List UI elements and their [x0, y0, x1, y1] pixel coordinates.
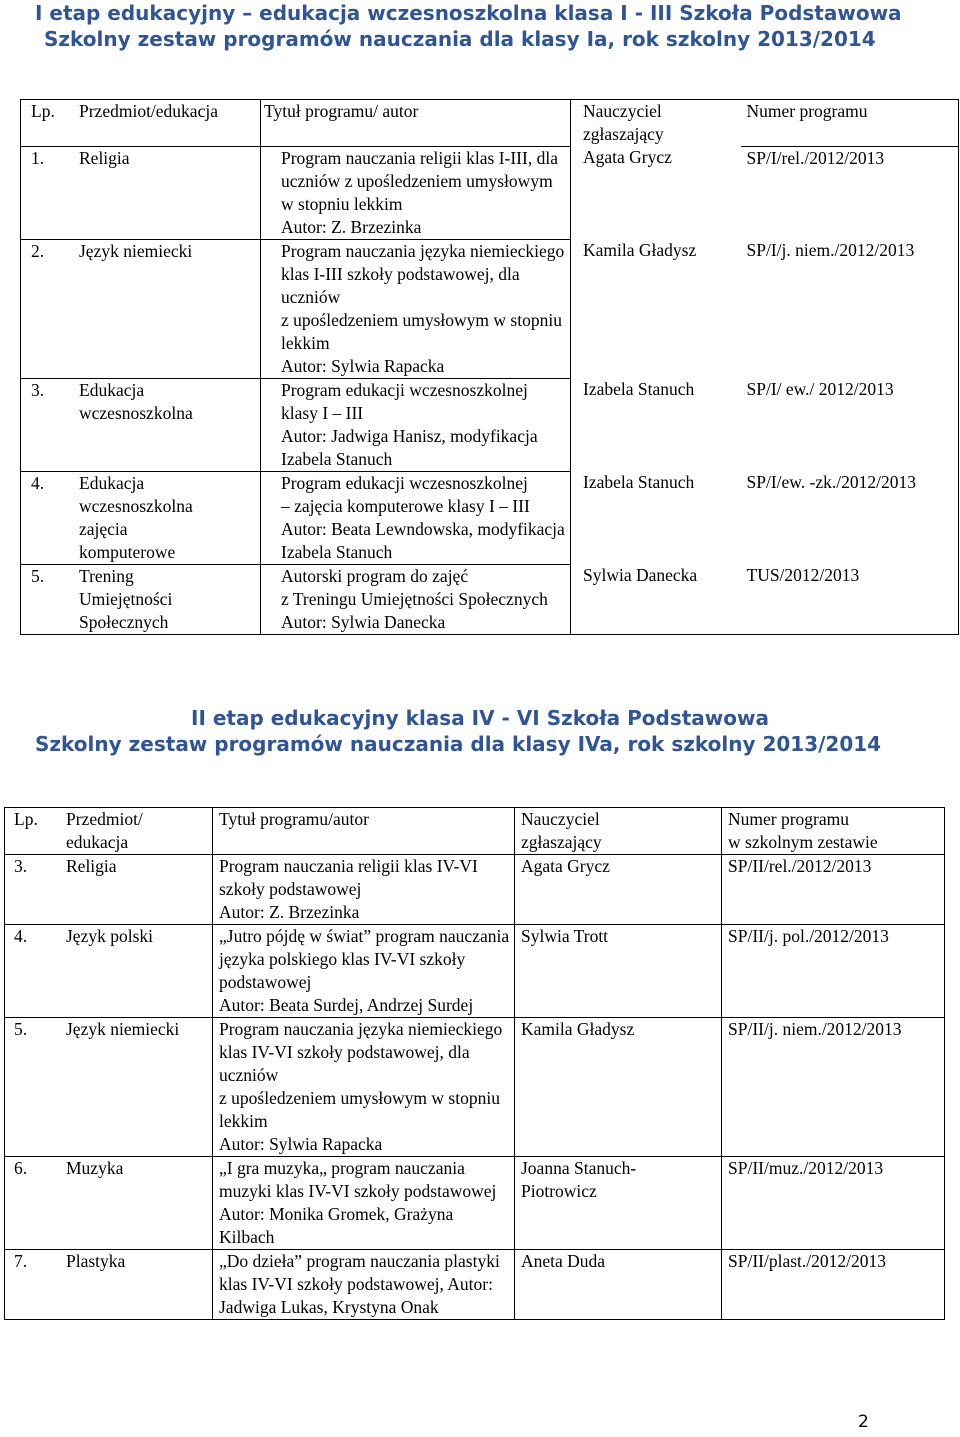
header-teacher: Nauczyciel zgłaszający — [571, 100, 741, 147]
cell-lp: 3. — [31, 379, 45, 400]
cell-teacher: Kamila Gładysz — [515, 1018, 722, 1157]
cell-subject: Język niemiecki — [79, 240, 193, 261]
cell-subject: Edukacja wczesnoszkolna — [79, 379, 193, 423]
cell-lp: 4. — [31, 472, 45, 493]
header-program: Tytuł programu/ autor — [261, 100, 571, 147]
cell-lp-subject — [5, 1157, 213, 1250]
section1-subtitle: Szkolny zestaw programów nauczania dla klasy Ia, rok szkolny 2013/2014 — [44, 27, 876, 51]
cell-program: Program edukacji wczesnoszkolnej – zajęcia komputerowe klasy I – III Autor: Beata Lewndowska, modyfikacja Izabela Stanuch — [261, 471, 571, 564]
cell-lp: 4. — [14, 926, 28, 946]
header-lp-subject — [5, 808, 213, 855]
table-row — [5, 855, 945, 925]
table-row — [21, 239, 959, 378]
cell-number: SP/II/rel./2012/2013 — [722, 855, 945, 925]
table-row — [21, 564, 959, 634]
table-row — [21, 471, 959, 564]
cell-teacher: Kamila Gładysz — [583, 240, 697, 260]
header-number: Numer programu w szkolnym zestawie — [722, 808, 945, 855]
table-row — [21, 378, 959, 471]
section1-title: I etap edukacyjny – edukacja wczesnoszkolna klasa I - III Szkoła Podstawowa — [35, 1, 902, 25]
cell-teacher: Izabela Stanuch — [583, 472, 695, 492]
cell-lp-subject — [5, 1250, 213, 1320]
table-row — [21, 146, 959, 239]
cell-lp-subject — [21, 239, 261, 378]
table-row — [5, 1157, 945, 1250]
cell-teacher: Agata Grycz — [515, 855, 722, 925]
cell-number: SP/I/rel./2012/2013 — [741, 146, 959, 239]
cell-number: SP/I/ew. -zk./2012/2013 — [741, 471, 959, 564]
header-lp-subject — [21, 100, 261, 147]
cell-program: „Do dzieła” program nauczania plastyki klas IV-VI szkoły podstawowej, Autor: Jadwiga Lukas, Krystyna Onak — [213, 1250, 515, 1320]
section2-subtitle: Szkolny zestaw programów nauczania dla klasy IVa, rok szkolny 2013/2014 — [35, 732, 882, 756]
cell-program: Autorski program do zajęć z Treningu Umiejętności Społecznych Autor: Sylwia Danecka — [261, 564, 571, 634]
cell-lp: 7. — [14, 1251, 28, 1271]
header-teacher: Nauczyciel zgłaszający — [515, 808, 722, 855]
cell-lp: 3. — [14, 856, 28, 876]
table-class-4a — [4, 807, 945, 1320]
table-row — [5, 1250, 945, 1320]
cell-subject: Język niemiecki — [66, 1019, 180, 1039]
cell-teacher: Aneta Duda — [515, 1250, 722, 1320]
cell-number: TUS/2012/2013 — [741, 564, 959, 634]
cell-subject: Język polski — [66, 926, 154, 946]
cell-number: SP/II/muz./2012/2013 — [722, 1157, 945, 1250]
header-lp: Lp. — [14, 809, 38, 829]
cell-program: „Jutro pójdę w świat” program nauczania języka polskiego klas IV-VI szkoły podstawowej Autor: Beata Surdej, Andrzej Surdej — [213, 925, 515, 1018]
cell-number: SP/II/j. pol./2012/2013 — [722, 925, 945, 1018]
table-row — [5, 925, 945, 1018]
table-header-row — [21, 100, 959, 147]
cell-number: SP/I/j. niem./2012/2013 — [741, 239, 959, 378]
header-subject: Przedmiot/ edukacja — [66, 809, 143, 852]
header-program: Tytuł programu/autor — [213, 808, 515, 855]
cell-teacher: Joanna Stanuch- Piotrowicz — [515, 1157, 722, 1250]
cell-lp: 5. — [14, 1019, 28, 1039]
cell-subject: Edukacja wczesnoszkolna zajęcia komputerowe — [79, 472, 193, 562]
cell-lp-subject — [21, 564, 261, 634]
cell-lp-subject — [5, 925, 213, 1018]
cell-program: Program nauczania języka niemieckiego klas IV-VI szkoły podstawowej, dla uczniów z upośledzeniem umysłowym w stopniu lekkim Autor: Sylwia Rapacka — [213, 1018, 515, 1157]
cell-subject: Religia — [66, 856, 117, 876]
cell-lp: 1. — [31, 147, 45, 168]
cell-program: Program nauczania języka niemieckiego klas I-III szkoły podstawowej, dla uczniów z upośledzeniem umysłowym w stopniu lekkim Autor: Sylwia Rapacka — [261, 239, 571, 378]
table-row — [5, 1018, 945, 1157]
cell-lp-subject — [21, 378, 261, 471]
header-lp: Lp. — [31, 101, 55, 121]
cell-lp: 5. — [31, 565, 45, 586]
cell-lp-subject — [5, 855, 213, 925]
cell-number: SP/II/plast./2012/2013 — [722, 1250, 945, 1320]
cell-teacher: Izabela Stanuch — [583, 379, 695, 399]
section2-title: II etap edukacyjny klasa IV - VI Szkoła Podstawowa — [191, 706, 769, 730]
cell-program: Program nauczania religii klas I-III, dla uczniów z upośledzeniem umysłowym w stopniu lekkim Autor: Z. Brzezinka — [261, 146, 571, 239]
cell-teacher: Sylwia Trott — [515, 925, 722, 1018]
cell-program: „I gra muzyka„ program nauczania muzyki klas IV-VI szkoły podstawowej Autor: Monika Gromek, Grażyna Kilbach — [213, 1157, 515, 1250]
cell-lp: 6. — [14, 1158, 28, 1178]
table-class-1a — [20, 99, 959, 635]
table-header-row — [5, 808, 945, 855]
cell-subject: Plastyka — [66, 1251, 126, 1271]
cell-number: SP/I/ ew./ 2012/2013 — [741, 378, 959, 471]
cell-lp-subject — [21, 146, 261, 239]
cell-subject: Religia — [79, 147, 130, 168]
cell-program: Program nauczania religii klas IV-VI szkoły podstawowej Autor: Z. Brzezinka — [213, 855, 515, 925]
cell-teacher: Sylwia Danecka — [571, 564, 741, 634]
page-number: 2 — [858, 1412, 869, 1432]
cell-lp: 2. — [31, 240, 45, 261]
header-subject: Przedmiot/edukacja — [79, 101, 218, 121]
cell-subject: Muzyka — [66, 1158, 124, 1178]
cell-program: Program edukacji wczesnoszkolnej klasy I – III Autor: Jadwiga Hanisz, modyfikacja Izabela Stanuch — [261, 378, 571, 471]
cell-number: SP/II/j. niem./2012/2013 — [722, 1018, 945, 1157]
header-number: Numer programu — [741, 100, 959, 147]
cell-lp-subject — [21, 471, 261, 564]
cell-lp-subject — [5, 1018, 213, 1157]
cell-teacher: Agata Grycz — [583, 147, 672, 167]
cell-subject: Trening Umiejętności Społecznych — [79, 565, 173, 632]
